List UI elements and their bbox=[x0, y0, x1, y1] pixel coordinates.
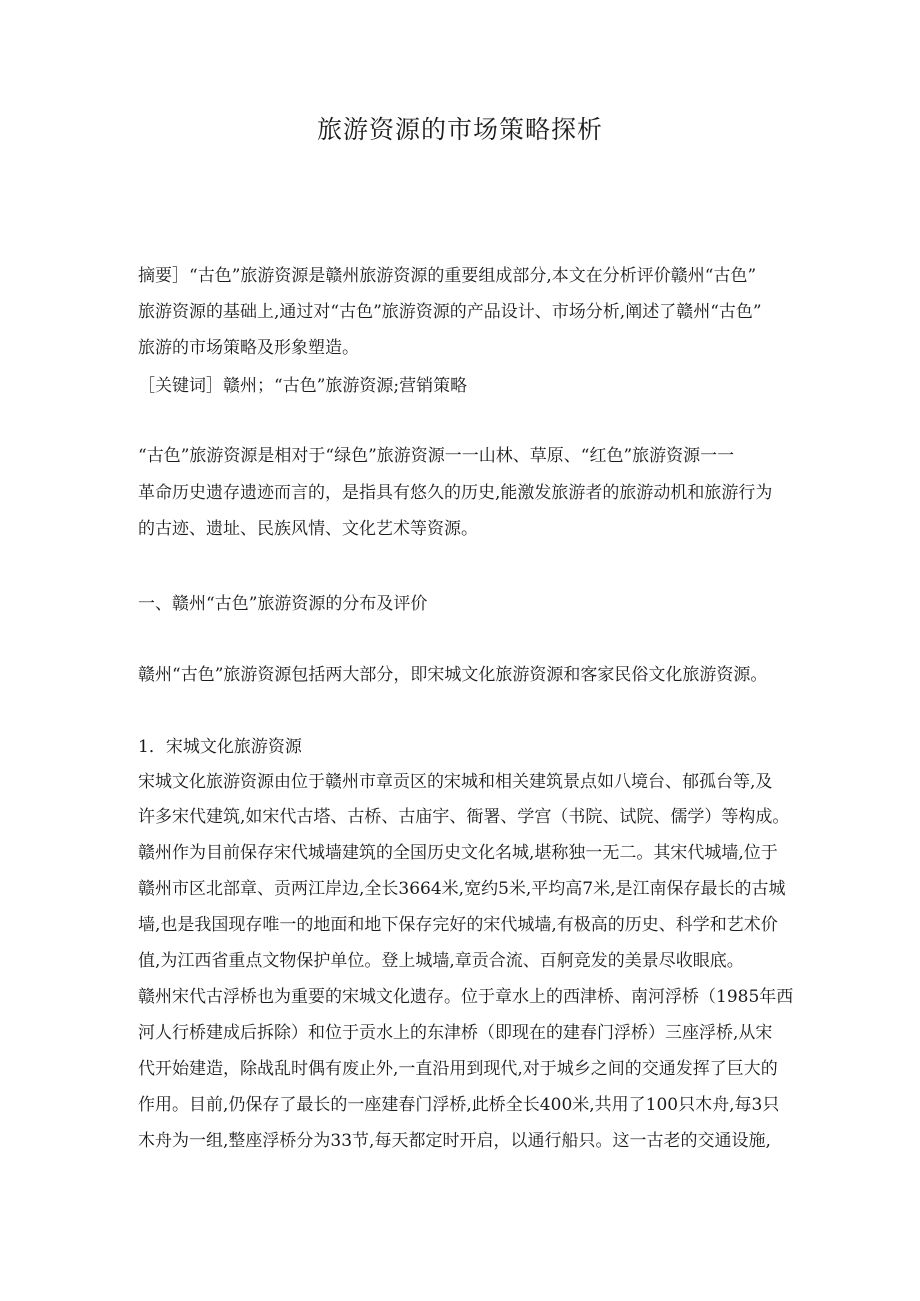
intro-line: “古色”旅游资源是相对于“绿色”旅游资源一一山林、草原、“红色”旅游资源一一 bbox=[138, 446, 735, 466]
body-line: 墙,也是我国现存唯一的地面和地下保存完好的宋代城墙,有极高的历史、科学和艺术价 bbox=[138, 915, 778, 935]
body-line: 赣州市区北部章、贡两江岸边,全长3664米,宽约5米,平均高7米,是江南保存最长的古城 bbox=[138, 879, 786, 899]
body-line: 宋城文化旅游资源由位于赣州市章贡区的宋城和相关建筑景点如八境台、郁孤台等,及 bbox=[138, 772, 773, 792]
body-line: 赣州作为目前保存宋代城墙建筑的全国历史文化名城,堪称独一无二。其宋代城墙,位于 bbox=[138, 843, 778, 863]
body-line: 许多宋代建筑,如宋代古塔、古桥、古庙宇、衙署、学宫（书院、试院、儒学）等构成。 bbox=[138, 807, 790, 827]
keywords-line: ［关键词］赣州；“古色”旅游资源;营销策略 bbox=[138, 376, 468, 396]
body-line: 赣州宋代古浮桥也为重要的宋城文化遗存。位于章水上的西津桥、南河浮桥（1985年西 bbox=[138, 987, 794, 1007]
body-line: 河人行桥建成后拆除）和位于贡水上的东津桥（即现在的建春门浮桥）三座浮桥,从宋 bbox=[138, 1023, 773, 1043]
body-line: 木舟为一组,整座浮桥分为33节,每天都定时开启，以通行船只。这一古老的交通设施, bbox=[138, 1131, 771, 1151]
page-title: 旅游资源的市场策略探析 bbox=[316, 115, 603, 144]
section-intro: 赣州“古色”旅游资源包括两大部分，即宋城文化旅游资源和客家民俗文化旅游资源。 bbox=[138, 665, 768, 685]
body-line: 值,为江西省重点文物保护单位。登上城墙,章贡合流、百舸竞发的美景尽收眼底。 bbox=[138, 951, 744, 971]
abstract-line: 旅游资源的基础上,通过对“古色”旅游资源的产品设计、市场分析,阐述了赣州“古色” bbox=[138, 302, 762, 322]
abstract-line: 摘要］“古色”旅游资源是赣州旅游资源的重要组成部分,本文在分析评价赣州“古色” bbox=[138, 266, 757, 286]
intro-line: 的古迹、遗址、民族风情、文化艺术等资源。 bbox=[138, 519, 478, 539]
body-line: 代开始建造，除战乱时偶有废止外,一直沿用到现代,对于城乡之间的交通发挥了巨大的 bbox=[138, 1059, 778, 1079]
body-line: 作用。目前,仍保存了最长的一座建春门浮桥,此桥全长400米,共用了100只木舟,每3只 bbox=[138, 1095, 780, 1115]
section-heading: 一、赣州“古色”旅游资源的分布及评价 bbox=[138, 594, 428, 614]
intro-line: 革命历史遗存遗迹而言的，是指具有悠久的历史,能激发旅游者的旅游动机和旅游行为 bbox=[138, 483, 773, 503]
abstract-line: 旅游的市场策略及形象塑造。 bbox=[138, 338, 359, 358]
subsection-heading: 1．宋城文化旅游资源 bbox=[138, 737, 302, 757]
